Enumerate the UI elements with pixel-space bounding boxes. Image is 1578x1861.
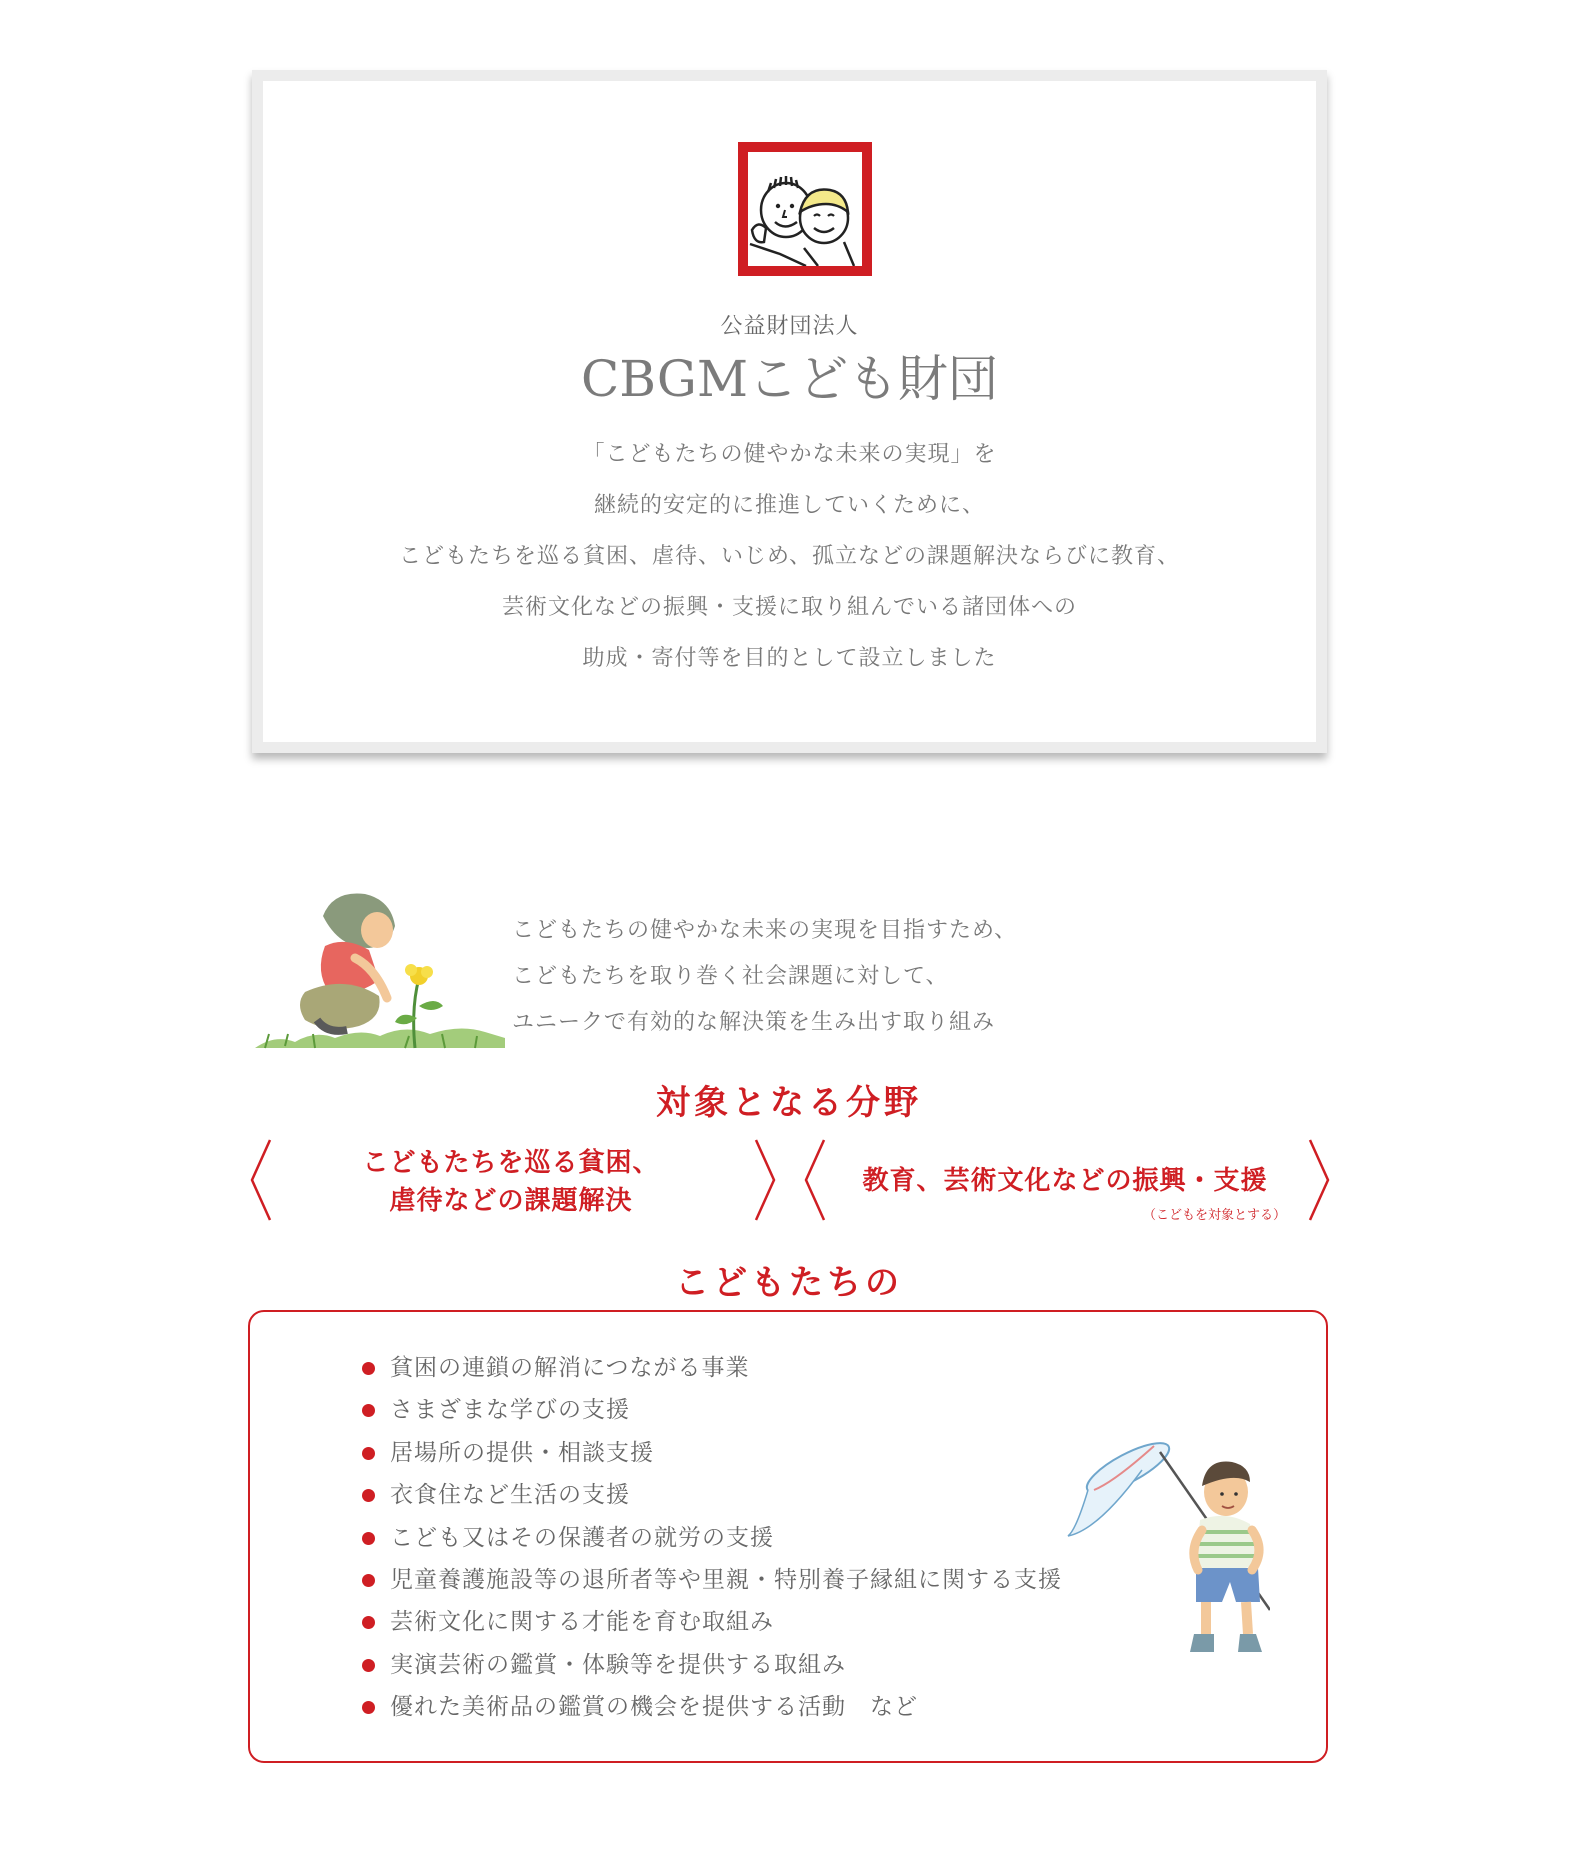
field2-note: （こどもを対象とする） xyxy=(1142,1208,1286,1223)
bullet-icon xyxy=(362,1532,375,1545)
mission-line: 「こどもたちの健やかな未来の実現」を xyxy=(582,442,997,467)
list-item: 芸術文化に関する才能を育む取組み xyxy=(362,1601,1062,1643)
bracket-right-icon xyxy=(1306,1138,1332,1222)
bracket-left-icon xyxy=(802,1138,828,1222)
bullet-icon xyxy=(362,1447,375,1460)
bullet-icon xyxy=(362,1489,375,1502)
support-list xyxy=(362,1347,1062,1729)
kids-title: こどもたちの xyxy=(675,1263,903,1303)
field1-line: こどもたちを巡る貧困、 xyxy=(362,1148,660,1178)
children-faces-illustration xyxy=(748,152,862,266)
bullet-icon xyxy=(362,1574,375,1587)
foundation-card xyxy=(252,70,1327,753)
fields-title: 対象となる分野 xyxy=(656,1083,922,1123)
mission-statement xyxy=(263,429,1316,684)
bracket-left-icon xyxy=(248,1138,274,1222)
foundation-logo xyxy=(738,142,872,276)
list-item: 実演芸術の鑑賞・体験等を提供する取組み xyxy=(362,1644,1062,1686)
org-type-label: 公益財団法人 xyxy=(720,314,859,339)
bracket-right-icon xyxy=(752,1138,778,1222)
intro-text xyxy=(512,908,1017,1046)
mission-line: 芸術文化などの振興・支援に取り組んでいる諸団体への xyxy=(501,595,1077,620)
girl-with-flower-illustration xyxy=(255,888,505,1058)
bullet-icon xyxy=(362,1616,375,1629)
field-education-arts: 教育、芸術文化などの振興・支援 xyxy=(862,1166,1268,1196)
mission-line: こどもたちを巡る貧困、虐待、いじめ、孤立などの課題解決ならびに教育、 xyxy=(398,544,1181,569)
intro-line: ユニークで有効的な解決策を生み出す取り組み xyxy=(512,1010,996,1035)
org-name-title: CBGMこども財団 xyxy=(580,350,999,408)
list-item: こども又はその保護者の就労の支援 xyxy=(362,1517,1062,1559)
intro-line: こどもたちを取り巻く社会課題に対して、 xyxy=(512,964,949,989)
boy-with-net-illustration xyxy=(1050,1420,1270,1670)
bullet-icon xyxy=(362,1701,375,1714)
field1-line: 虐待などの課題解決 xyxy=(389,1186,633,1216)
field-poverty-abuse xyxy=(272,1144,750,1220)
bullet-icon xyxy=(362,1659,375,1672)
list-item: さまざまな学びの支援 xyxy=(362,1389,1062,1431)
list-item: 衣食住など生活の支援 xyxy=(362,1474,1062,1516)
list-item: 貧困の連鎖の解消につながる事業 xyxy=(362,1347,1062,1389)
list-item: 居場所の提供・相談支援 xyxy=(362,1432,1062,1474)
mission-line: 継続的安定的に推進していくために、 xyxy=(593,493,985,518)
bullet-icon xyxy=(362,1404,375,1417)
bullet-icon xyxy=(362,1362,375,1375)
mission-line: 助成・寄付等を目的として設立しました xyxy=(582,646,997,671)
list-item: 児童養護施設等の退所者等や里親・特別養子縁組に関する支援 xyxy=(362,1559,1062,1601)
intro-line: こどもたちの健やかな未来の実現を目指すため、 xyxy=(512,918,1018,943)
list-item: 優れた美術品の鑑賞の機会を提供する活動 など xyxy=(362,1686,1062,1728)
logo-window xyxy=(748,152,862,266)
